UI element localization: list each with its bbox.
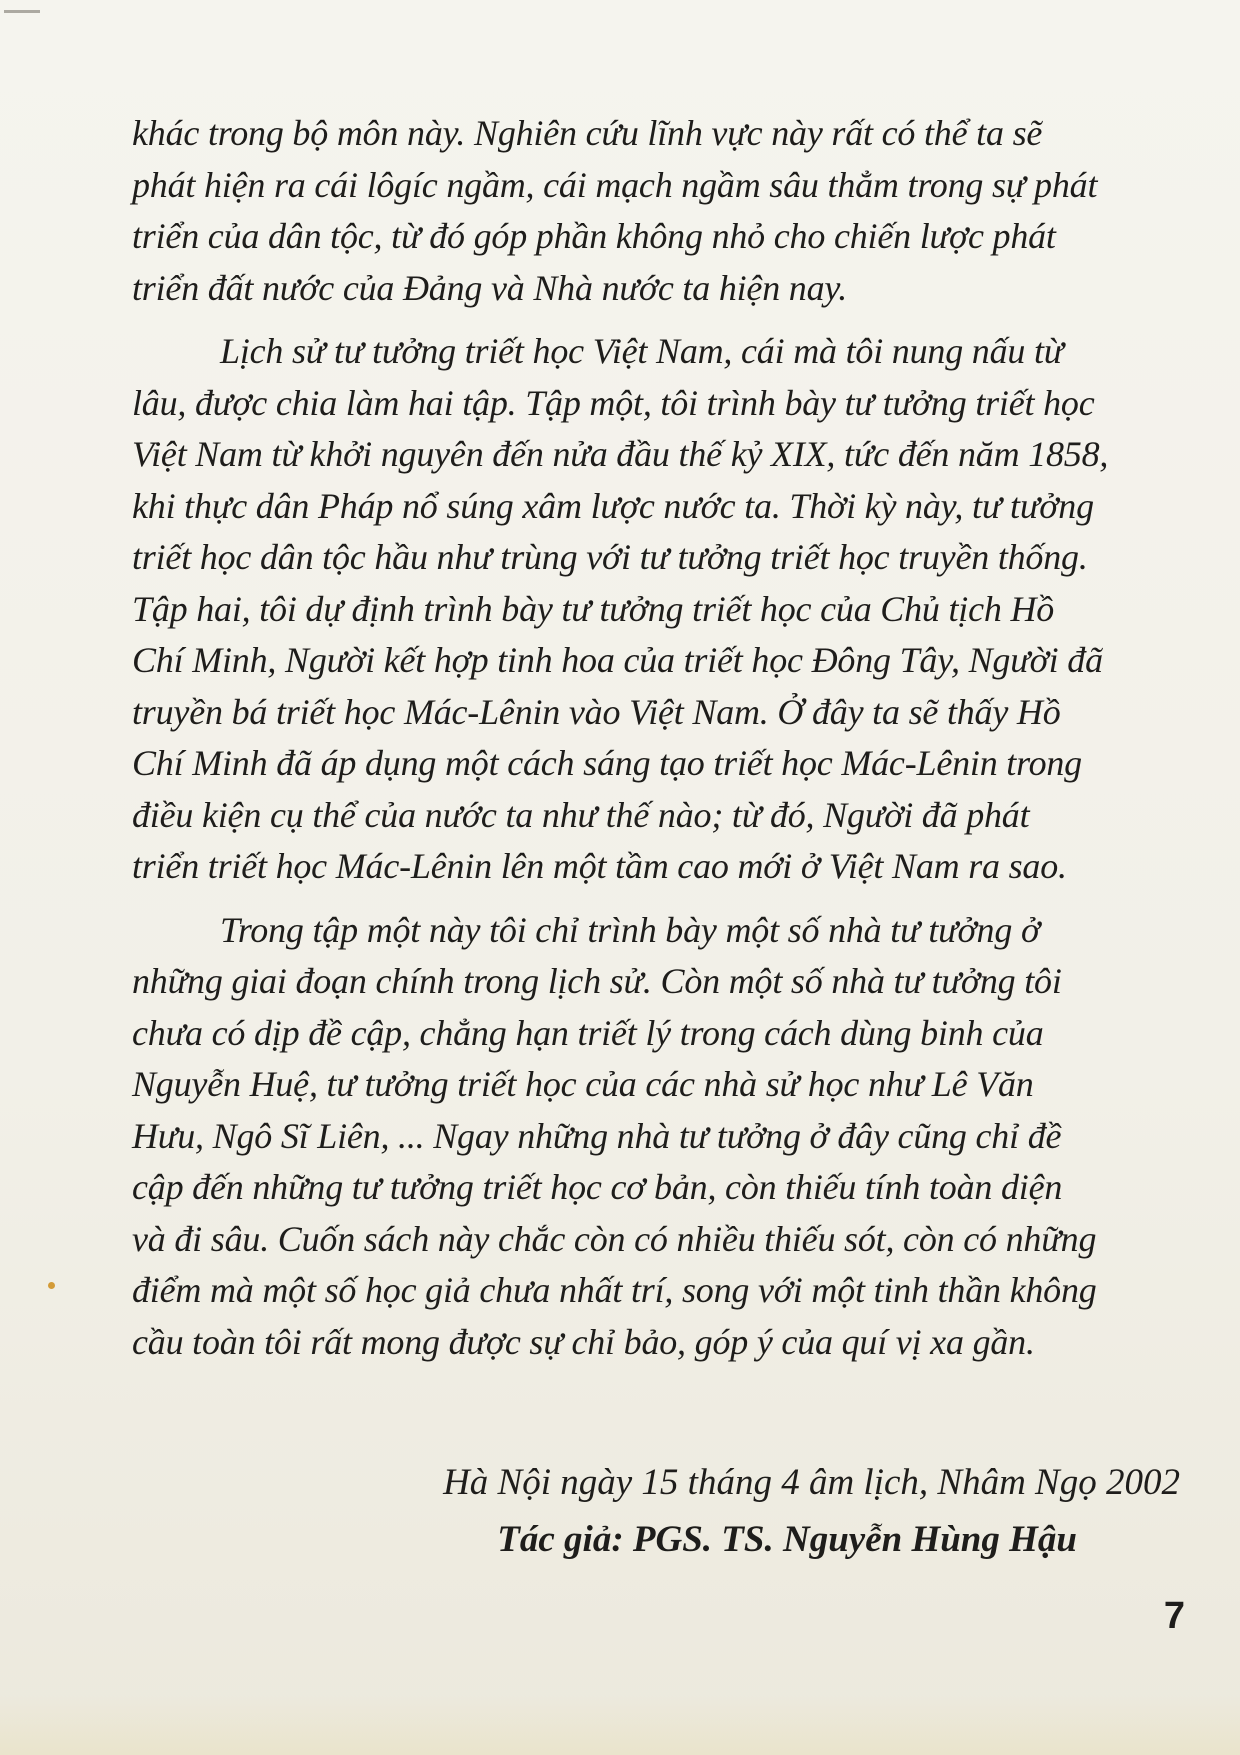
page-number: 7 <box>1163 1595 1185 1637</box>
text-line: điểm mà một số học giả chưa nhất trí, song với một tinh thần không <box>132 1270 1097 1310</box>
text-line: Chí Minh, Người kết hợp tinh hoa của triết học Đông Tây, Người đã <box>132 640 1103 680</box>
text-line: Chí Minh đã áp dụng một cách sáng tạo triết học Mác-Lênin trong <box>132 743 1082 783</box>
text-line: cập đến những tư tưởng triết học cơ bản, còn thiếu tính toàn diện <box>132 1167 1063 1207</box>
text-line: Trong tập một này tôi chỉ trình bày một số nhà tư tưởng ở <box>220 909 1040 950</box>
text-line: triết học dân tộc hầu như trùng với tư tưởng triết học truyền thống. <box>132 537 1088 577</box>
text-line: phát hiện ra cái lôgíc ngầm, cái mạch ngầm sâu thẳm trong sự phát <box>132 164 1098 205</box>
paragraph-2 <box>132 326 1132 893</box>
scan-corner-mark <box>4 0 40 13</box>
author-line: Tác giả: PGS. TS. Nguyễn Hùng Hậu <box>497 1519 1077 1560</box>
text-line: triển đất nước của Đảng và Nhà nước ta hiện nay. <box>132 267 847 308</box>
text-line: truyền bá triết học Mác-Lênin vào Việt Nam. Ở đây ta sẽ thấy Hồ <box>132 691 1061 732</box>
text-line: Việt Nam từ khởi nguyên đến nửa đầu thế kỷ XIX, tức đến năm 1858, <box>132 434 1109 474</box>
text-line: chưa có dịp đề cập, chẳng hạn triết lý trong cách dùng binh của <box>132 1012 1044 1053</box>
text-line: Tập hai, tôi dự định trình bày tư tưởng triết học của Chủ tịch Hồ <box>132 588 1055 629</box>
paper-stain <box>0 1695 1240 1755</box>
text-line: khác trong bộ môn này. Nghiên cứu lĩnh vực này rất có thể ta sẽ <box>132 113 1043 153</box>
text-line: khi thực dân Pháp nổ súng xâm lược nước ta. Thời kỳ này, tư tưởng <box>132 485 1094 526</box>
text-line: lâu, được chia làm hai tập. Tập một, tôi trình bày tư tưởng triết học <box>132 382 1095 423</box>
text-line: Nguyễn Huệ, tư tưởng triết học của các nhà sử học như Lê Văn <box>132 1064 1034 1104</box>
text-line: điều kiện cụ thể của nước ta như thế nào; từ đó, Người đã phát <box>132 794 1030 835</box>
text-line: và đi sâu. Cuốn sách này chắc còn có nhiều thiếu sót, còn có những <box>132 1218 1097 1259</box>
preface-body <box>132 108 1132 1368</box>
paragraph-3 <box>132 905 1132 1369</box>
paragraph-1 <box>132 108 1132 314</box>
text-line: triển của dân tộc, từ đó góp phần không nhỏ cho chiến lược phát <box>132 216 1056 256</box>
paper-speck <box>48 1282 55 1289</box>
text-line: những giai đoạn chính trong lịch sử. Còn một số nhà tư tưởng tôi <box>132 961 1062 1001</box>
text-line: triển triết học Mác-Lênin lên một tầm cao mới ở Việt Nam ra sao. <box>132 846 1067 886</box>
date-line: Hà Nội ngày 15 tháng 4 âm lịch, Nhâm Ngọ 2002 <box>443 1462 1180 1503</box>
text-line: cầu toàn tôi rất mong được sự chỉ bảo, góp ý của quí vị xa gần. <box>132 1321 1035 1362</box>
text-line: Hưu, Ngô Sĩ Liên, ... Ngay những nhà tư tưởng ở đây cũng chỉ đề <box>132 1115 1062 1156</box>
text-line: Lịch sử tư tưởng triết học Việt Nam, cái mà tôi nung nấu từ <box>220 331 1064 371</box>
